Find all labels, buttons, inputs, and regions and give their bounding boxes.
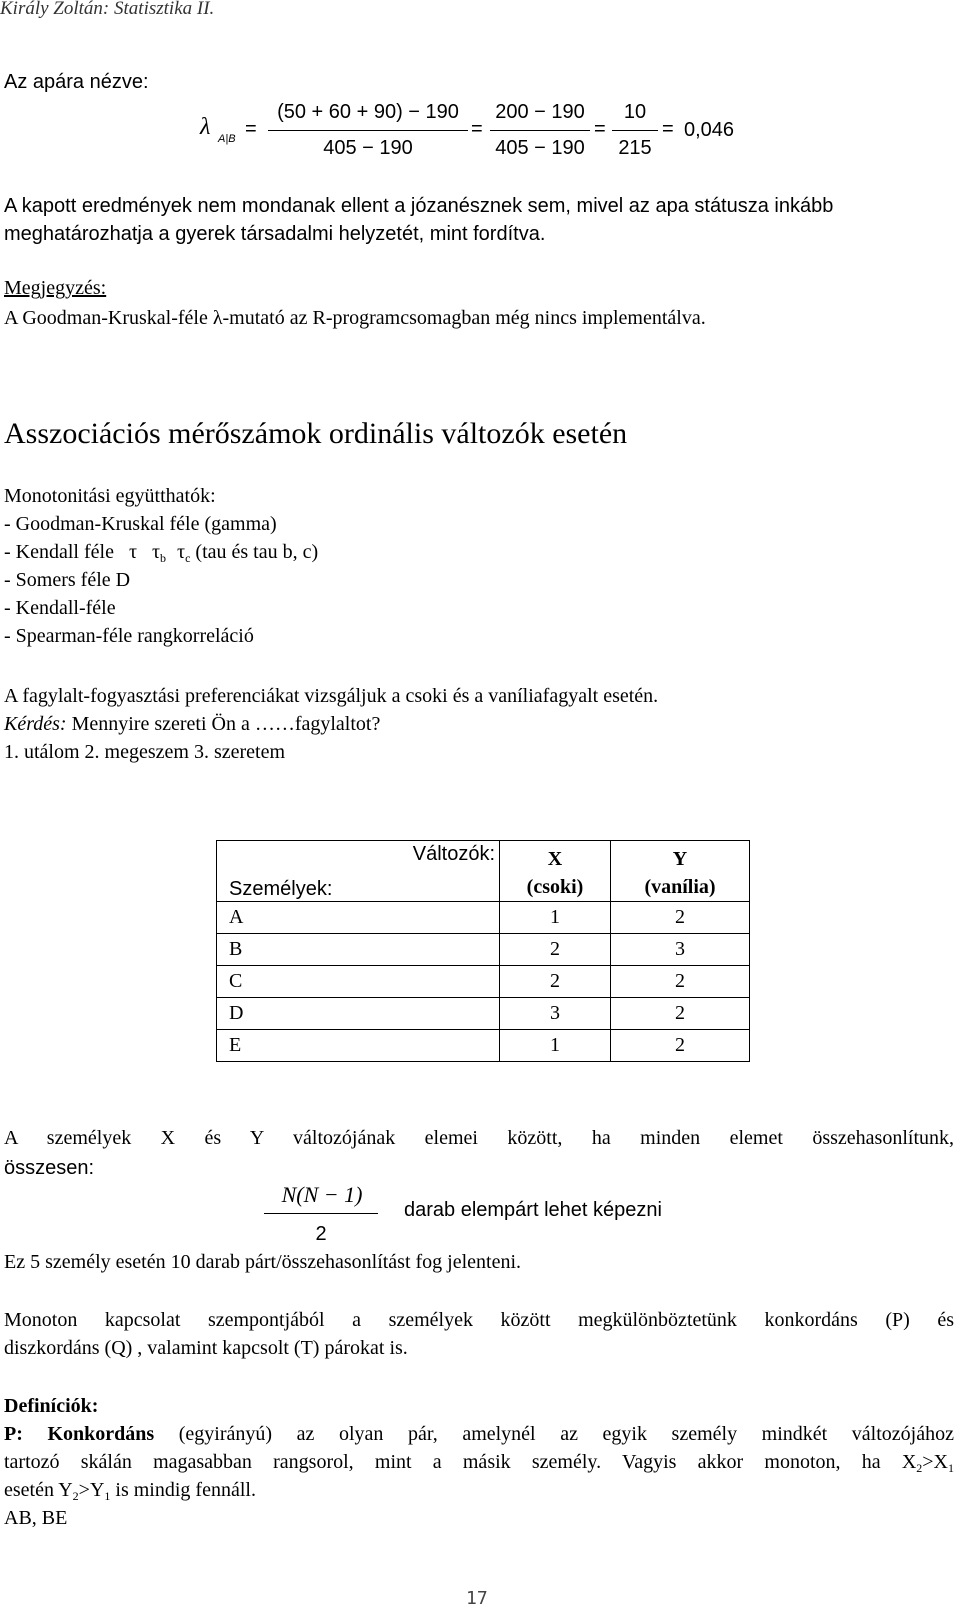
monoton-line: diszkordáns (Q) , valamint kapcsolt (T) párokat is. (4, 1337, 408, 1359)
question-label: Kérdés: (4, 713, 67, 735)
fraction3-numerator: 10 (623, 101, 647, 123)
fraction2-numerator: 200 − 190 (495, 101, 585, 123)
definition-text: is mindig fennáll. (110, 1479, 256, 1501)
table-row (217, 902, 750, 934)
table-row (217, 998, 750, 1030)
table-row (217, 934, 750, 966)
icecream-scale: 1. utálom 2. megeszem 3. szeretem (4, 741, 286, 763)
x2-subscript: 2 (916, 1461, 923, 1475)
vars-label: Változók: (412, 843, 495, 865)
header-corner-cell (217, 841, 500, 902)
monoton-line: Monoton kapcsolat szempontjából a személyek között megkülönböztetünk konkordáns (P) és (4, 1309, 954, 1331)
kendall-suffix: (tau és tau b, c) (195, 541, 319, 563)
definition-text: >Y (78, 1479, 105, 1501)
concordant-label: P: Konkordáns (4, 1423, 155, 1445)
definitions-title: Definíciók: (4, 1395, 99, 1417)
y-header: Y (672, 848, 688, 870)
gt-x: >X (922, 1451, 948, 1473)
concordant-text: (egyirányú) az olyan pár, amelynél az egyik személy mindkét változójához (154, 1423, 954, 1445)
formula-intro: Az apára nézve: (4, 71, 149, 93)
measures-item: - Goodman-Kruskal féle (gamma) (4, 513, 277, 535)
persons-label: Személyek: (229, 878, 333, 900)
running-header: Király Zoltán: Statisztika II. (0, 0, 215, 19)
row-x-value: 2 (500, 934, 611, 966)
y1-subscript: 1 (104, 1489, 111, 1503)
definition-p-line (4, 1450, 954, 1480)
tau-c-subscript: c (185, 551, 191, 565)
measures-item: - Kendall-féle (4, 597, 116, 619)
fraction1-numerator: (50 + 60 + 90) − 190 (277, 101, 459, 123)
paragraph-line: A kapott eredmények nem mondanak ellent a józanésznek sem, mivel az apa státusza inkább (4, 195, 834, 217)
x-header: X (547, 848, 563, 870)
definition-example: AB, BE (4, 1507, 68, 1529)
lambda-symbol: λ (200, 114, 211, 140)
fraction1-denominator: 405 − 190 (323, 137, 413, 159)
pairs-line: A személyek X és Y változójának elemei között, ha minden elemet összehasonlítunk, (4, 1127, 954, 1149)
row-x-value: 1 (500, 1030, 611, 1062)
header-y-cell (611, 841, 750, 902)
measures-item-kendall (4, 540, 318, 570)
note-title: Megjegyzés: (4, 277, 107, 299)
measures-item: - Spearman-féle rangkorreláció (4, 625, 254, 647)
fraction1-bar (268, 130, 468, 131)
y2-subscript: 2 (72, 1489, 79, 1503)
fraction3-denominator: 215 (618, 137, 652, 159)
pairs-denominator: 2 (315, 1223, 327, 1245)
question-text: Mennyire szereti Ön a ……fagylaltot? (71, 713, 381, 735)
row-y-value: 2 (611, 998, 750, 1030)
tau-symbol: τ (128, 541, 137, 563)
table-header-row (217, 841, 750, 902)
row-y-value: 2 (611, 1030, 750, 1062)
row-x-value: 3 (500, 998, 611, 1030)
pairs-line: összesen: (4, 1157, 95, 1179)
fraction2-bar (490, 130, 590, 131)
x-subheader: (csoki) (526, 876, 584, 898)
table-row (217, 1030, 750, 1062)
definition-p-line (4, 1478, 256, 1508)
lambda-subscript: A|B (218, 133, 236, 145)
definition-text: tartozó skálán magasabban rangsorol, mint a másik személy. Vagyis akkor monoton, ha X (4, 1451, 917, 1473)
icecream-intro: A fagylalt-fogyasztási preferenciákat vizsgáljuk a csoki és a vaníliafagyalt esetén. (4, 685, 659, 707)
row-x-value: 2 (500, 966, 611, 998)
tau-b-subscript: b (160, 551, 167, 565)
tau-b-symbol: τ (152, 541, 161, 563)
row-y-value: 2 (611, 966, 750, 998)
equals-sign-4: = (662, 118, 674, 140)
tau-c-symbol: τ (177, 541, 186, 563)
x1-subscript: 1 (948, 1461, 954, 1475)
measures-item: - Somers féle D (4, 569, 131, 591)
preference-table (216, 840, 750, 1062)
row-y-value: 2 (611, 902, 750, 934)
pairs-numerator: N(N − 1) (281, 1182, 363, 1207)
header-x-cell (500, 841, 611, 902)
kendall-label: - Kendall féle (4, 541, 114, 563)
equals-sign-2: = (471, 118, 483, 140)
row-person: D (217, 998, 500, 1030)
fraction3-bar (612, 130, 658, 131)
row-x-value: 1 (500, 902, 611, 934)
definition-p-line (4, 1422, 954, 1446)
row-person: A (217, 902, 500, 934)
pairs-suffix: darab elempárt lehet képezni (404, 1199, 662, 1221)
note-text: A Goodman-Kruskal-féle λ-mutató az R-programcsomagban még nincs implementálva. (4, 307, 706, 329)
row-person: C (217, 966, 500, 998)
row-person: B (217, 934, 500, 966)
pairs-line: Ez 5 személy esetén 10 darab párt/összehasonlítást fog jelenteni. (4, 1251, 522, 1273)
pairs-fraction-bar (264, 1213, 378, 1214)
row-person: E (217, 1030, 500, 1062)
paragraph-line: meghatározhatja a gyerek társadalmi helyzetét, mint fordítva. (4, 223, 546, 245)
page-number: 17 (466, 1588, 488, 1609)
icecream-question (4, 712, 380, 736)
measures-title: Monotonitási együtthatók: (4, 485, 216, 507)
definition-text: esetén Y (4, 1479, 73, 1501)
section-title: Asszociációs mérőszámok ordinális változók esetén (4, 417, 628, 450)
y-subheader: (vanília) (644, 876, 716, 898)
fraction2-denominator: 405 − 190 (495, 137, 585, 159)
row-y-value: 3 (611, 934, 750, 966)
formula-result: 0,046 (684, 119, 735, 141)
equals-sign-3: = (594, 118, 606, 140)
table-row (217, 966, 750, 998)
equals-sign-1: = (245, 118, 257, 140)
